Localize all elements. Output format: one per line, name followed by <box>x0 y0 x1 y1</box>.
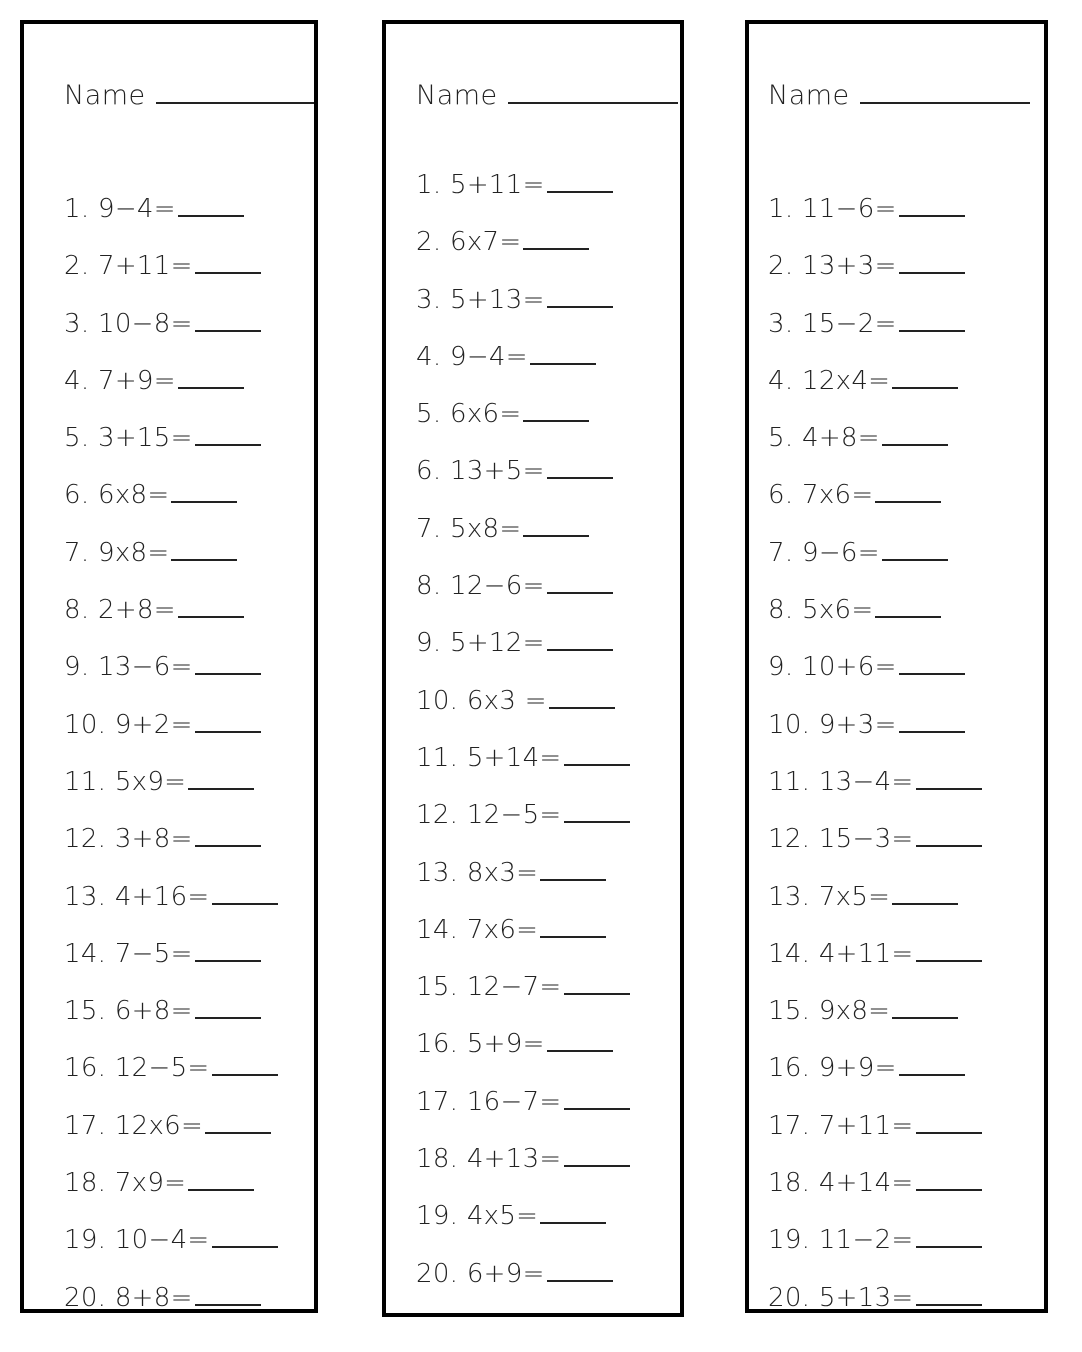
problem-text: 6. 6x8= <box>64 480 170 511</box>
problem-item <box>416 285 630 342</box>
answer-blank[interactable] <box>540 1202 606 1224</box>
problem-item <box>416 170 630 227</box>
problem-text: 10. 9+2= <box>64 709 193 740</box>
problem-item <box>64 1053 278 1110</box>
problem-text: 16. 5+9= <box>416 1029 545 1060</box>
name-blank-line[interactable] <box>860 80 1030 104</box>
problem-item <box>768 366 982 423</box>
problem-text: 19. 10−4= <box>64 1225 210 1256</box>
answer-blank[interactable] <box>171 481 237 503</box>
problem-item <box>768 423 982 480</box>
problem-item <box>64 652 278 709</box>
answer-blank[interactable] <box>195 424 261 446</box>
answer-blank[interactable] <box>195 310 261 332</box>
problem-item <box>768 652 982 709</box>
problem-text: 20. 5+13= <box>768 1282 914 1313</box>
problem-text: 8. 12−6= <box>416 571 545 602</box>
problem-item <box>768 882 982 939</box>
problem-text: 13. 4+16= <box>64 881 210 912</box>
name-row <box>416 80 678 111</box>
answer-blank[interactable] <box>892 883 958 905</box>
answer-blank[interactable] <box>875 481 941 503</box>
problem-item <box>416 1201 630 1258</box>
answer-blank[interactable] <box>212 1054 278 1076</box>
problem-item <box>64 538 278 595</box>
problem-text: 2. 6x7= <box>416 227 522 258</box>
problem-item <box>416 1087 630 1144</box>
problem-item <box>768 595 982 652</box>
answer-blank[interactable] <box>195 825 261 847</box>
problem-text: 7. 9x8= <box>64 537 170 568</box>
problem-item <box>416 571 630 628</box>
answer-blank[interactable] <box>916 768 982 790</box>
problem-item <box>64 1168 278 1225</box>
problem-item <box>64 767 278 824</box>
problem-text: 13. 8x3= <box>416 857 539 888</box>
problem-list <box>416 170 630 1316</box>
problem-text: 4. 7+9= <box>64 365 176 396</box>
problem-item <box>416 800 630 857</box>
problem-text: 15. 9x8= <box>768 996 891 1027</box>
problem-text: 14. 7−5= <box>64 938 193 969</box>
answer-blank[interactable] <box>188 768 254 790</box>
problem-item <box>64 423 278 480</box>
name-blank-line[interactable] <box>508 80 678 104</box>
problem-text: 12. 15−3= <box>768 824 914 855</box>
problem-text: 16. 9+9= <box>768 1053 897 1084</box>
problem-text: 9. 10+6= <box>768 652 897 683</box>
problem-text: 11. 13−4= <box>768 766 914 797</box>
problem-item <box>768 767 982 824</box>
problem-item <box>416 858 630 915</box>
problem-item <box>768 1283 982 1340</box>
answer-blank[interactable] <box>916 1169 982 1191</box>
answer-blank[interactable] <box>195 252 261 274</box>
problem-text: 10. 9+3= <box>768 709 897 740</box>
problem-text: 15. 6+8= <box>64 996 193 1027</box>
problem-item <box>768 710 982 767</box>
answer-blank[interactable] <box>547 1260 613 1282</box>
problem-text: 19. 11−2= <box>768 1225 914 1256</box>
problem-text: 1. 11−6= <box>768 194 897 224</box>
problem-item <box>416 456 630 513</box>
problem-item <box>64 882 278 939</box>
name-row <box>768 80 1030 111</box>
problem-item <box>768 1111 982 1168</box>
problem-item <box>416 686 630 743</box>
problem-text: 17. 16−7= <box>416 1086 562 1117</box>
answer-blank[interactable] <box>564 1088 630 1110</box>
problem-text: 8. 5x6= <box>768 595 874 626</box>
answer-blank[interactable] <box>547 457 613 479</box>
answer-blank[interactable] <box>195 940 261 962</box>
answer-blank[interactable] <box>547 171 613 193</box>
problem-text: 3. 10−8= <box>64 308 193 339</box>
answer-blank[interactable] <box>564 973 630 995</box>
problem-item <box>416 972 630 1029</box>
answer-blank[interactable] <box>547 286 613 308</box>
answer-blank[interactable] <box>547 629 613 651</box>
answer-blank[interactable] <box>916 940 982 962</box>
answer-blank[interactable] <box>195 711 261 733</box>
problem-text: 15. 12−7= <box>416 972 562 1003</box>
problem-text: 14. 7x6= <box>416 914 539 945</box>
worksheet-3 <box>745 20 1048 1313</box>
answer-blank[interactable] <box>899 653 965 675</box>
problem-list <box>768 194 982 1340</box>
problem-text: 17. 7+11= <box>768 1110 914 1141</box>
problem-text: 5. 3+15= <box>64 423 193 454</box>
answer-blank[interactable] <box>564 801 630 823</box>
answer-blank[interactable] <box>899 1054 965 1076</box>
worksheet-2 <box>382 20 684 1317</box>
problem-text: 6. 7x6= <box>768 480 874 511</box>
problem-text: 1. 5+11= <box>416 170 545 200</box>
problem-text: 2. 13+3= <box>768 251 897 282</box>
problem-item <box>64 824 278 881</box>
problem-text: 7. 5x8= <box>416 513 522 544</box>
problem-item <box>416 628 630 685</box>
problem-text: 11. 5x9= <box>64 766 187 797</box>
answer-blank[interactable] <box>530 343 596 365</box>
problem-item <box>768 194 982 251</box>
problem-item <box>416 743 630 800</box>
problem-item <box>416 915 630 972</box>
name-blank-line[interactable] <box>156 80 314 104</box>
problem-item <box>768 1225 982 1282</box>
answer-blank[interactable] <box>547 572 613 594</box>
answer-blank[interactable] <box>899 252 965 274</box>
answer-blank[interactable] <box>205 1112 271 1134</box>
problem-item <box>416 514 630 571</box>
problem-item <box>416 227 630 284</box>
problem-item <box>416 342 630 399</box>
answer-blank[interactable] <box>892 997 958 1019</box>
name-label: Name <box>416 80 498 111</box>
problem-item <box>64 194 278 251</box>
problem-item <box>64 251 278 308</box>
problem-text: 1. 9−4= <box>64 194 176 224</box>
answer-blank[interactable] <box>212 1226 278 1248</box>
problem-item <box>768 538 982 595</box>
problem-item <box>768 480 982 537</box>
problem-item <box>416 1029 630 1086</box>
problem-item <box>64 1283 278 1340</box>
problem-text: 11. 5+14= <box>416 742 562 773</box>
answer-blank[interactable] <box>171 539 237 561</box>
answer-blank[interactable] <box>916 1226 982 1248</box>
problem-text: 4. 12x4= <box>768 365 891 396</box>
problem-text: 20. 8+8= <box>64 1282 193 1313</box>
problem-text: 5. 4+8= <box>768 423 880 454</box>
problem-item <box>768 1168 982 1225</box>
problem-item <box>416 399 630 456</box>
problem-list <box>64 194 278 1340</box>
problem-item <box>64 710 278 767</box>
problem-text: 2. 7+11= <box>64 251 193 282</box>
problem-item <box>64 1225 278 1282</box>
problem-item <box>768 996 982 1053</box>
problem-text: 5. 6x6= <box>416 399 522 430</box>
answer-blank[interactable] <box>195 1284 261 1306</box>
worksheet-1 <box>20 20 318 1313</box>
problem-item <box>768 939 982 996</box>
problem-text: 8. 2+8= <box>64 595 176 626</box>
answer-blank[interactable] <box>523 400 589 422</box>
problem-text: 7. 9−6= <box>768 537 880 568</box>
answer-blank[interactable] <box>916 825 982 847</box>
problem-text: 19. 4x5= <box>416 1201 539 1232</box>
problem-text: 9. 5+12= <box>416 628 545 659</box>
answer-blank[interactable] <box>882 424 948 446</box>
problem-item <box>64 1111 278 1168</box>
answer-blank[interactable] <box>178 596 244 618</box>
answer-blank[interactable] <box>523 515 589 537</box>
answer-blank[interactable] <box>916 1112 982 1134</box>
problem-item <box>416 1144 630 1201</box>
problem-item <box>64 480 278 537</box>
problem-text: 17. 12x6= <box>64 1110 204 1141</box>
problem-item <box>768 251 982 308</box>
problem-text: 6. 13+5= <box>416 456 545 487</box>
problem-text: 20. 6+9= <box>416 1258 545 1289</box>
problem-item <box>416 1259 630 1316</box>
name-row <box>64 80 314 111</box>
answer-blank[interactable] <box>540 859 606 881</box>
problem-text: 13. 7x5= <box>768 881 891 912</box>
answer-blank[interactable] <box>564 744 630 766</box>
problem-text: 16. 12−5= <box>64 1053 210 1084</box>
answer-blank[interactable] <box>195 997 261 1019</box>
answer-blank[interactable] <box>178 195 244 217</box>
answer-blank[interactable] <box>540 916 606 938</box>
problem-text: 3. 15−2= <box>768 308 897 339</box>
problem-text: 18. 7x9= <box>64 1168 187 1199</box>
problem-item <box>768 309 982 366</box>
problem-item <box>64 939 278 996</box>
answer-blank[interactable] <box>899 310 965 332</box>
problem-text: 4. 9−4= <box>416 341 528 372</box>
problem-text: 3. 5+13= <box>416 284 545 315</box>
problem-text: 12. 3+8= <box>64 824 193 855</box>
answer-blank[interactable] <box>188 1169 254 1191</box>
problem-text: 18. 4+13= <box>416 1144 562 1175</box>
answer-blank[interactable] <box>875 596 941 618</box>
problem-item <box>64 366 278 423</box>
problem-item <box>768 824 982 881</box>
name-label: Name <box>64 80 146 111</box>
problem-item <box>64 996 278 1053</box>
answer-blank[interactable] <box>212 883 278 905</box>
problem-text: 12. 12−5= <box>416 800 562 831</box>
problem-text: 18. 4+14= <box>768 1168 914 1199</box>
answer-blank[interactable] <box>892 367 958 389</box>
answer-blank[interactable] <box>916 1284 982 1306</box>
answer-blank[interactable] <box>899 711 965 733</box>
problem-item <box>768 1053 982 1110</box>
answer-blank[interactable] <box>178 367 244 389</box>
answer-blank[interactable] <box>523 228 589 250</box>
problem-item <box>64 309 278 366</box>
answer-blank[interactable] <box>547 1030 613 1052</box>
answer-blank[interactable] <box>195 653 261 675</box>
answer-blank[interactable] <box>549 687 615 709</box>
problem-text: 10. 6x3 = <box>416 685 547 716</box>
problem-item <box>64 595 278 652</box>
problem-text: 9. 13−6= <box>64 652 193 683</box>
answer-blank[interactable] <box>899 195 965 217</box>
problem-text: 14. 4+11= <box>768 938 914 969</box>
name-label: Name <box>768 80 850 111</box>
answer-blank[interactable] <box>882 539 948 561</box>
answer-blank[interactable] <box>564 1145 630 1167</box>
